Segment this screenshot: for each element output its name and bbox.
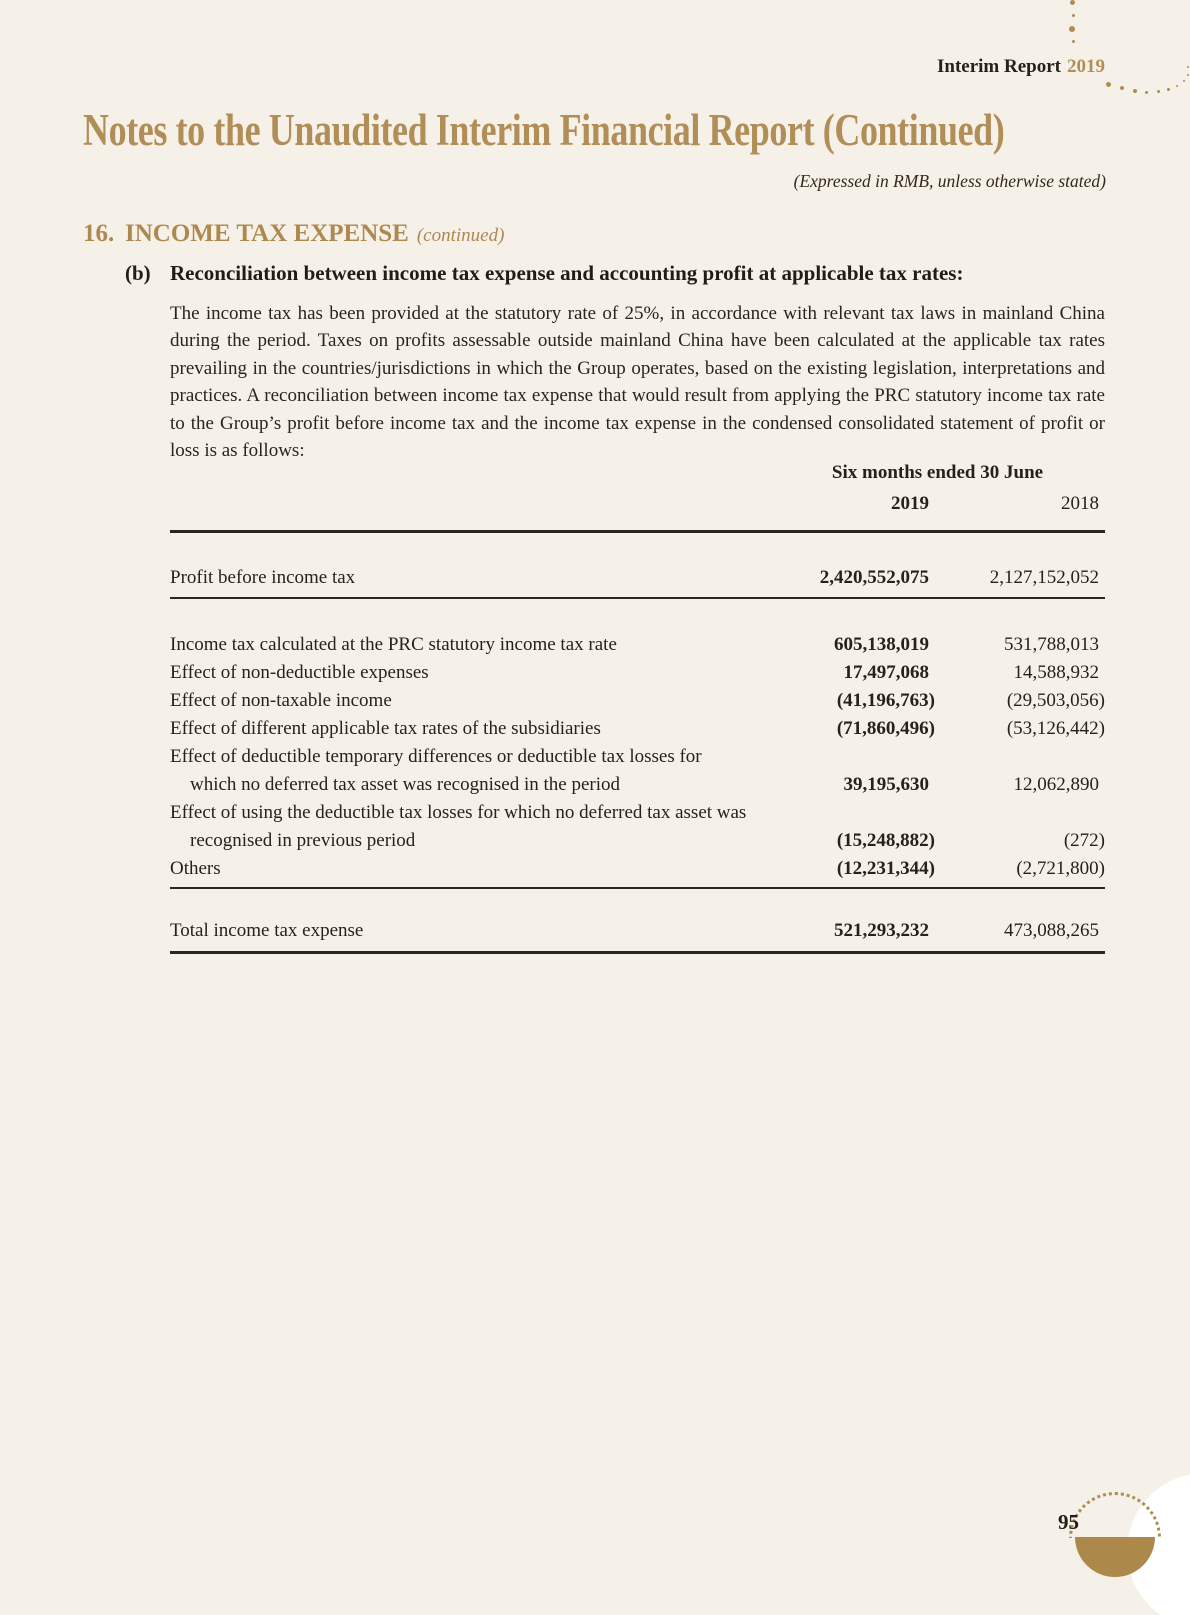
- subsection-letter: (b): [125, 261, 151, 285]
- row-value-2018: 531,788,013: [1004, 634, 1099, 655]
- row-label: Profit before income tax: [170, 567, 356, 588]
- table-row-non-deductible: [170, 659, 1105, 687]
- row-value-2019: (71,860,496): [836, 718, 935, 739]
- gold-dot: [1069, 26, 1075, 32]
- row-label: which no deferred tax asset was recognised in the period: [190, 774, 620, 795]
- gold-dot: [1070, 0, 1075, 5]
- row-label: Effect of non-deductible expenses: [170, 662, 429, 683]
- gold-dot: [1183, 80, 1185, 82]
- row-value-2018: 473,088,265: [1004, 920, 1099, 941]
- gold-dot: [1187, 74, 1189, 76]
- row-value-2019: 17,497,068: [843, 662, 929, 683]
- table-row-others: [170, 855, 1105, 883]
- page-title: Notes to the Unaudited Interim Financial Report (Continued): [83, 105, 1005, 155]
- gold-dot: [1157, 90, 1160, 93]
- table-row-deductible-diff-line2: [170, 771, 1105, 799]
- table-row-different-rates: [170, 715, 1105, 743]
- section-heading: [83, 220, 504, 248]
- row-value-2019: 39,195,630: [843, 774, 929, 795]
- row-value-2018: (272): [1063, 830, 1105, 851]
- row-value-2018: [935, 743, 1105, 771]
- row-label: recognised in previous period: [190, 830, 416, 851]
- column-header-2019: 2019: [891, 493, 929, 514]
- row-value-2018: 2,127,152,052: [989, 567, 1099, 588]
- column-header-2018: 2018: [1061, 493, 1099, 514]
- gold-dot: [1145, 91, 1148, 94]
- gold-dot: [1072, 14, 1075, 17]
- report-year: 2019: [1067, 56, 1105, 77]
- gold-dot: [1133, 89, 1137, 93]
- table-row-using-losses-line2: [170, 827, 1105, 855]
- gold-dot: [1106, 82, 1111, 87]
- row-label: Others: [170, 858, 221, 879]
- row-label: Effect of different applicable tax rates of the subsidiaries: [170, 718, 601, 739]
- page-number: 95: [1058, 1510, 1079, 1534]
- tax-reconciliation-table: [170, 460, 1105, 954]
- table-header: [170, 460, 1105, 533]
- row-value-2018: (29,503,056): [1006, 690, 1105, 711]
- row-value-2018: 14,588,932: [1013, 662, 1099, 683]
- report-label: Interim Report: [937, 56, 1061, 77]
- gold-dot: [1176, 85, 1178, 87]
- gold-dot: [1120, 86, 1124, 90]
- report-header: [937, 56, 1105, 78]
- row-value-2019: (12,231,344): [836, 858, 935, 879]
- row-value-2018: 12,062,890: [1013, 774, 1099, 795]
- row-label: Income tax calculated at the PRC statutory income tax rate: [170, 634, 617, 655]
- row-label: Effect of deductible temporary differences or deductible tax losses for: [170, 746, 702, 767]
- table-row-deductible-diff-line1: [170, 743, 1105, 771]
- row-value-2019: (15,248,882): [836, 830, 935, 851]
- table-row-non-taxable: [170, 687, 1105, 715]
- row-value-2019: (41,196,763): [836, 690, 935, 711]
- gold-dot: [1187, 66, 1189, 68]
- row-label: Effect of using the deductible tax losses for which no deferred tax asset was: [170, 802, 747, 823]
- table-row-statutory-tax: [170, 631, 1105, 659]
- section-number: 16.: [83, 220, 115, 247]
- row-value-2018: [935, 799, 1105, 827]
- row-value-2018: (53,126,442): [1006, 718, 1105, 739]
- gold-dot: [1167, 88, 1170, 91]
- section-title: INCOME TAX EXPENSE: [125, 220, 409, 247]
- row-label: Effect of non-taxable income: [170, 690, 392, 711]
- row-value-2018: (2,721,800): [1016, 858, 1105, 879]
- row-value-2019: 2,420,552,075: [819, 567, 929, 588]
- row-value-2019: [770, 799, 935, 827]
- currency-note: (Expressed in RMB, unless otherwise stated): [793, 171, 1106, 191]
- row-value-2019: [770, 743, 935, 771]
- table-row-using-losses-line1: [170, 799, 1105, 827]
- row-label: Total income tax expense: [170, 920, 364, 941]
- table-row-profit-before-tax: [170, 564, 1105, 599]
- row-value-2019: 521,293,232: [834, 920, 929, 941]
- section-continued: (continued): [416, 225, 505, 246]
- gold-dot: [1072, 40, 1075, 43]
- subsection-title: Reconciliation between income tax expense and accounting profit at applicable tax rates:: [170, 261, 964, 285]
- row-value-2019: 605,138,019: [834, 634, 929, 655]
- table-row-total: [170, 917, 1105, 954]
- period-header: Six months ended 30 June: [831, 462, 1044, 483]
- table-body: [170, 631, 1105, 889]
- body-paragraph: The income tax has been provided at the statutory rate of 25%, in accordance with relevant tax laws in mainland China during the period. Taxes on profits assessable outside mainland China have been calculated at the applicable tax rates prevailing in the countries/jurisdictions in which the Group operates, based on the existing legislation, interpretations and practices. A reconciliation between income tax expense that would result from applying the PRC statutory income tax rate to the Group’s profit before income tax and the income tax expense in the condensed consolidated statement of profit or loss is as follows:: [170, 303, 1105, 462]
- subsection-heading: [125, 261, 1105, 286]
